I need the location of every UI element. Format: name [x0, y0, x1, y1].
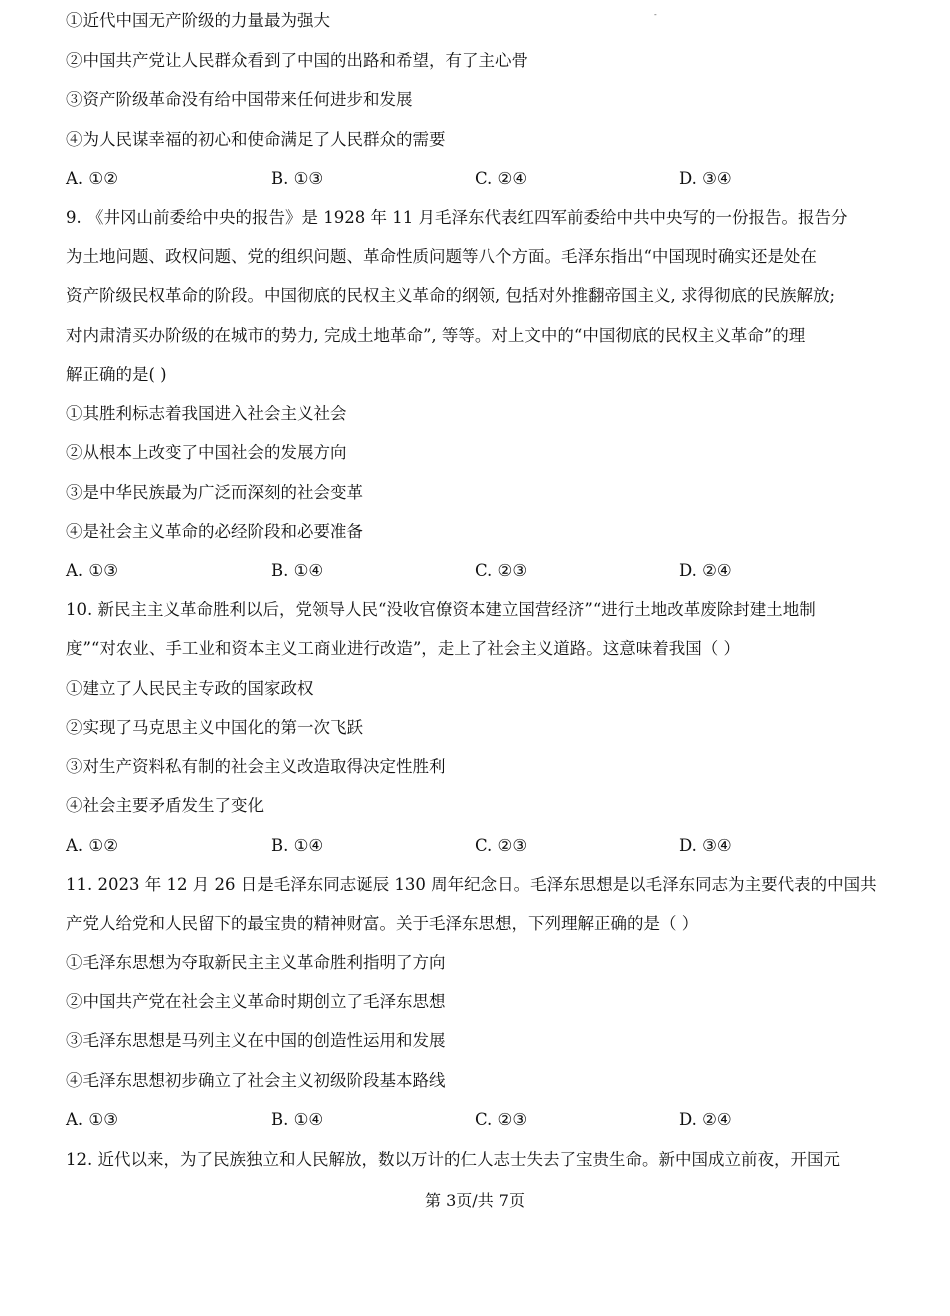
option-a[interactable]: A. ①③ [66, 1110, 118, 1129]
option-c[interactable]: C. ②④ [475, 169, 528, 188]
question-9-line-2: 为土地问题、政权问题、党的组织问题、革命性质问题等八个方面。毛泽东指出“中国现时确实还是处在 [66, 247, 817, 266]
question-9-line-1: 9. 《井冈山前委给中央的报告》是 1928 年 11 月毛泽东代表红四军前委给中共中央写的一份报告。报告分 [66, 208, 848, 227]
question-9-line-4: 对内肃清买办阶级的在城市的势力, 完成土地革命”, 等等。对上文中的“中国彻底的民权主义革命”的理 [66, 326, 806, 345]
scan-mark: - [654, 10, 657, 19]
statement-4: ④是社会主义革命的必经阶段和必要准备 [66, 522, 363, 541]
options-q10 [66, 835, 886, 857]
question-9-line-3: 资产阶级民权革命的阶段。中国彻底的民权主义革命的纲领, 包括对外推翻帝国主义, 求得彻底的民族解放; [66, 286, 836, 305]
option-b[interactable]: B. ①④ [271, 561, 324, 580]
question-11-line-2: 产党人给党和人民留下的最宝贵的精神财富。关于毛泽东思想，下列理解正确的是（ ） [66, 914, 699, 933]
option-a[interactable]: A. ①② [66, 169, 118, 188]
statement-3: ③是中华民族最为广泛而深刻的社会变革 [66, 483, 363, 502]
statement-1: ①其胜利标志着我国进入社会主义社会 [66, 404, 347, 423]
options-q8 [66, 168, 886, 190]
statement-1: ①毛泽东思想为夺取新民主主义革命胜利指明了方向 [66, 953, 446, 972]
statement-2: ②中国共产党让人民群众看到了中国的出路和希望，有了主心骨 [66, 51, 528, 70]
option-a[interactable]: A. ①② [66, 836, 118, 855]
statement-1: ①建立了人民民主专政的国家政权 [66, 679, 314, 698]
statement-2: ②中国共产党在社会主义革命时期创立了毛泽东思想 [66, 992, 446, 1011]
statement-4: ④社会主要矛盾发生了变化 [66, 796, 264, 815]
question-11-line-1: 11. 2023 年 12 月 26 日是毛泽东同志诞辰 130 周年纪念日。毛泽东思想是以毛泽东同志为主要代表的中国共 [66, 875, 877, 894]
statement-3: ③毛泽东思想是马列主义在中国的创造性运用和发展 [66, 1031, 446, 1050]
statement-3: ③资产阶级革命没有给中国带来任何进步和发展 [66, 90, 413, 109]
options-q9 [66, 560, 886, 582]
option-c[interactable]: C. ②③ [475, 561, 528, 580]
option-c[interactable]: C. ②③ [475, 1110, 528, 1129]
question-10-line-1: 10. 新民主主义革命胜利以后，党领导人民“没收官僚资本建立国营经济”“进行土地改革废除封建土地制 [66, 600, 816, 619]
option-d[interactable]: D. ③④ [679, 169, 732, 188]
question-12-line-1: 12. 近代以来，为了民族独立和人民解放，数以万计的仁人志士失去了宝贵生命。新中国成立前夜，开国元 [66, 1150, 840, 1169]
option-b[interactable]: B. ①④ [271, 1110, 324, 1129]
statement-2: ②从根本上改变了中国社会的发展方向 [66, 443, 347, 462]
statement-3: ③对生产资料私有制的社会主义改造取得决定性胜利 [66, 757, 446, 776]
option-a[interactable]: A. ①③ [66, 561, 118, 580]
option-d[interactable]: D. ②④ [679, 1110, 732, 1129]
statement-4: ④毛泽东思想初步确立了社会主义初级阶段基本路线 [66, 1071, 446, 1090]
question-9-line-5: 解正确的是( ) [66, 365, 167, 384]
statement-2: ②实现了马克思主义中国化的第一次飞跃 [66, 718, 363, 737]
option-b[interactable]: B. ①③ [271, 169, 324, 188]
option-d[interactable]: D. ③④ [679, 836, 732, 855]
statement-1: ①近代中国无产阶级的力量最为强大 [66, 11, 330, 30]
options-q11 [66, 1109, 886, 1131]
option-b[interactable]: B. ①④ [271, 836, 324, 855]
statement-4: ④为人民谋幸福的初心和使命满足了人民群众的需要 [66, 130, 446, 149]
question-10-line-2: 度”“对农业、手工业和资本主义工商业进行改造”，走上了社会主义道路。这意味着我国（ ） [66, 639, 741, 658]
option-c[interactable]: C. ②③ [475, 836, 528, 855]
option-d[interactable]: D. ②④ [679, 561, 732, 580]
page-footer: 第 3页/共 7页 [425, 1191, 525, 1210]
